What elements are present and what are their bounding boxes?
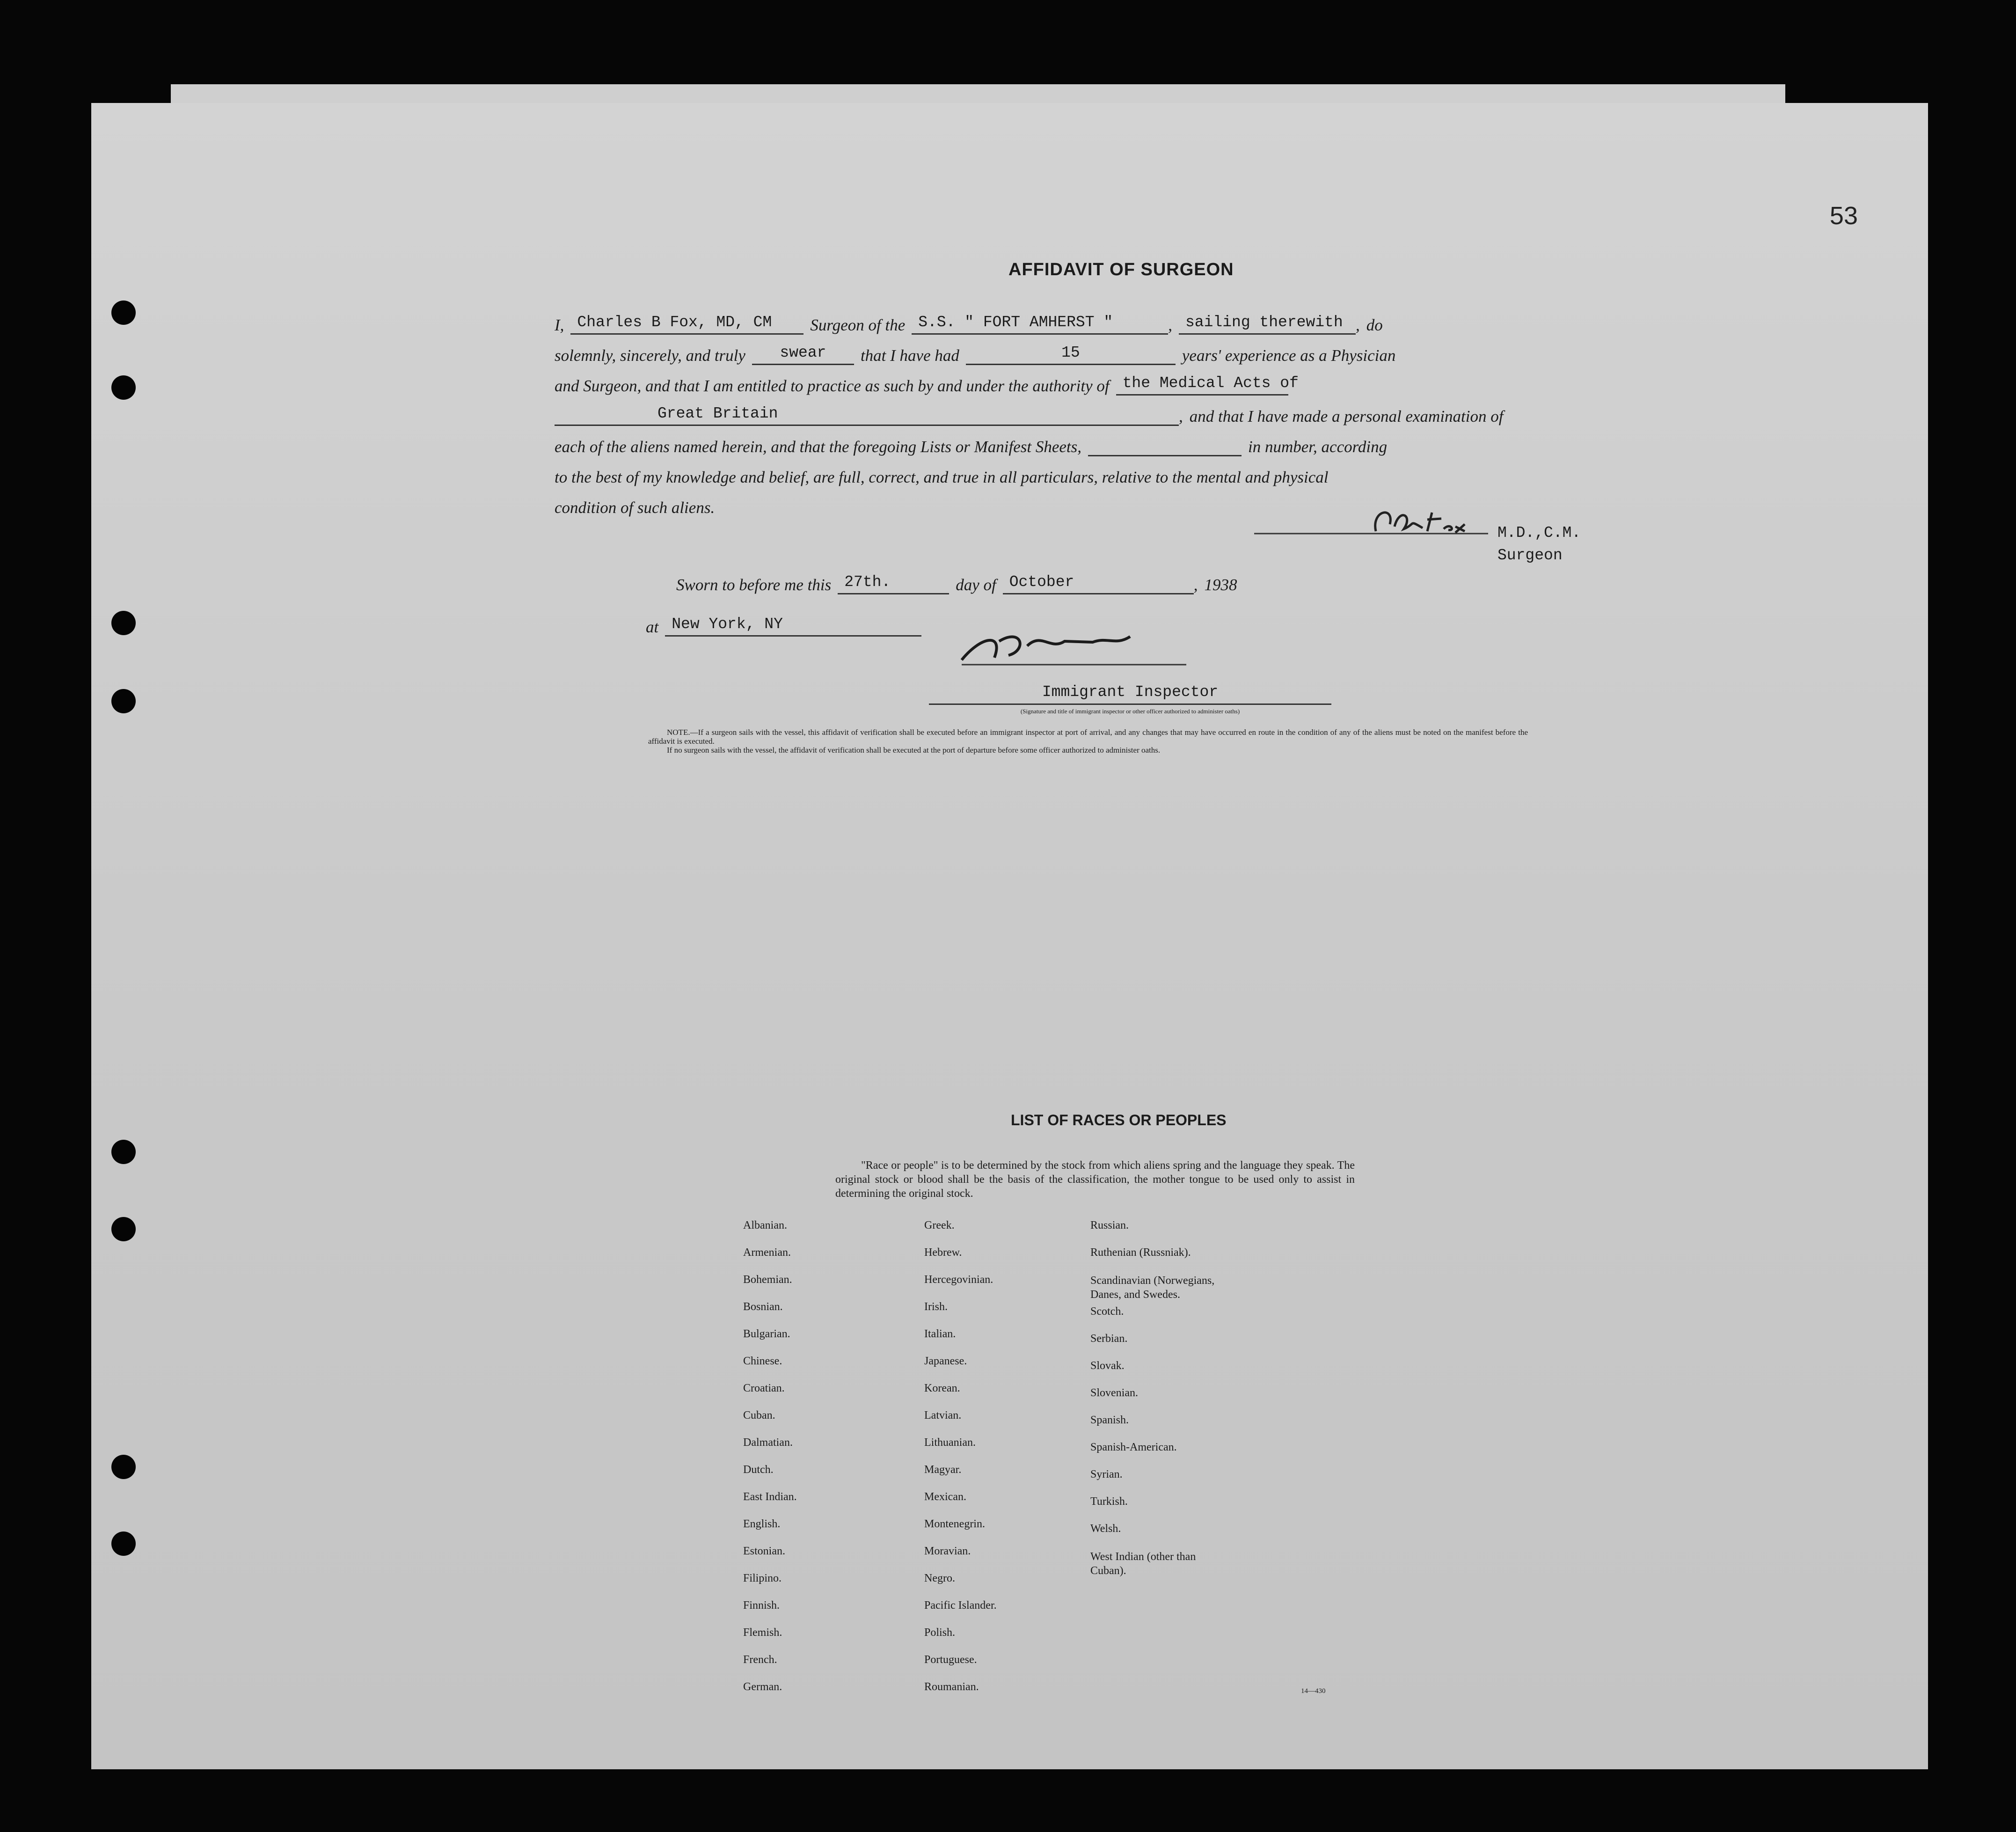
affidavit-title: AFFIDAVIT OF SURGEON — [1008, 260, 1234, 279]
sworn-day-field: 27th. — [838, 573, 949, 594]
text: in number, according — [1248, 438, 1388, 456]
oath-field: swear — [752, 344, 854, 365]
race-item: Scandinavian (Norwegians, Danes, and Swedes. — [1090, 1275, 1215, 1301]
sailing-status-field: sailing therewith — [1179, 314, 1356, 335]
race-item: Bosnian. — [743, 1301, 783, 1313]
text: do — [1366, 316, 1383, 334]
text: and that I have made a personal examination of — [1189, 407, 1504, 425]
inspector-signature — [952, 623, 1196, 676]
text: day of — [956, 576, 996, 594]
affidavit-line-1: I, Charles B Fox, MD, CM Surgeon of the S.S. " FORT AMHERST " , sailing therewith , do — [555, 314, 1383, 334]
race-item: Bohemian. — [743, 1274, 792, 1286]
affidavit-line-2 — [555, 335, 1561, 365]
authority-field-2: Great Britain — [555, 405, 1179, 426]
race-item: Slovak. — [1090, 1360, 1125, 1372]
punch-hole — [111, 300, 136, 325]
affidavit-line-6 — [555, 456, 1561, 487]
race-item: Scotch. — [1090, 1305, 1124, 1318]
text: Surgeon of the — [810, 316, 906, 334]
note-paragraph-1: NOTE.—If a surgeon sails with the vessel, this affidavit of verification shall be executed before an immigrant inspector at port of arrival, and any changes that may have occurred en route in the condition of any of the aliens must be noted on the manifest before the affidavit is executed. — [648, 728, 1528, 746]
race-item: Dutch. — [743, 1464, 774, 1476]
signature-line-icon — [1254, 506, 1488, 548]
races-intro: "Race or people" is to be determined by the stock from which aliens spring and the language they speak. The original stock or blood shall be the basis of the classification, the mother tongue to be used only to assist in determining the original stock. — [835, 1159, 1355, 1200]
race-item: Irish. — [924, 1301, 948, 1313]
race-item: Portuguese. — [924, 1654, 977, 1666]
race-item: French. — [743, 1654, 777, 1666]
text: at — [646, 618, 659, 636]
race-item: Cuban. — [743, 1409, 775, 1422]
race-item: Chinese. — [743, 1355, 782, 1367]
race-item: Bulgarian. — [743, 1328, 790, 1340]
text: each of the aliens named herein, and that the foregoing Lists or Manifest Sheets, — [555, 438, 1082, 456]
authority-field: the Medical Acts of — [1116, 374, 1288, 396]
race-item: Syrian. — [1090, 1468, 1123, 1480]
race-item: English. — [743, 1518, 781, 1530]
place-field: New York, NY — [665, 616, 921, 637]
sworn-month-field: October — [1003, 573, 1194, 594]
affidavit-line-3 — [555, 365, 1561, 396]
page-number: 53 — [1829, 202, 1858, 230]
race-item: Greek. — [924, 1219, 955, 1231]
sworn-line: Sworn to before me this 27th. day of October , 1938 — [676, 573, 1237, 594]
race-item: Welsh. — [1090, 1523, 1121, 1535]
race-item: Filipino. — [743, 1572, 782, 1584]
form-number: 14—430 — [1301, 1687, 1326, 1695]
place-line — [646, 606, 921, 637]
race-item: Slovenian. — [1090, 1387, 1138, 1399]
race-item: Armenian. — [743, 1246, 791, 1259]
surgeon-credentials — [1497, 522, 1581, 567]
affidavit-note — [648, 728, 1528, 755]
punch-hole — [111, 1217, 136, 1241]
text: to the best of my knowledge and belief, are full, correct, and true in all particulars, relative to the mental and physical — [555, 468, 1329, 486]
race-item: Serbian. — [1090, 1333, 1128, 1345]
vessel-name-field: S.S. " FORT AMHERST " — [912, 314, 1168, 335]
text: Sworn to before me this — [676, 576, 832, 594]
race-item: Estonian. — [743, 1545, 785, 1557]
race-item: Roumanian. — [924, 1681, 979, 1693]
inspector-title: Immigrant Inspector — [929, 683, 1331, 705]
punch-hole — [111, 611, 136, 635]
races-column-1 — [743, 1219, 797, 1708]
race-item: Negro. — [924, 1572, 955, 1584]
inspector-block — [929, 683, 1331, 715]
text: years' experience as a Physician — [1182, 346, 1396, 365]
signature-scribble-icon — [952, 623, 1196, 674]
punch-hole — [111, 1532, 136, 1556]
years-field: 15 — [966, 344, 1176, 365]
race-item: Spanish-American. — [1090, 1441, 1177, 1453]
race-item: Ruthenian (Russniak). — [1090, 1246, 1191, 1259]
affidavit-line-5 — [555, 426, 1561, 456]
note-paragraph-2: If no surgeon sails with the vessel, the affidavit of verification shall be executed at the port of departure before some officer authorized to administer oaths. — [667, 746, 1161, 755]
affidavit-line-4: Great Britain , and that I have made a personal examination of — [555, 396, 1561, 426]
race-item: German. — [743, 1681, 782, 1693]
race-item: East Indian. — [743, 1491, 797, 1503]
races-column-3 — [1090, 1219, 1214, 1582]
role: Surgeon — [1497, 547, 1563, 564]
punch-hole — [111, 689, 136, 713]
sworn-year: 1938 — [1204, 576, 1237, 594]
race-item: Dalmatian. — [743, 1436, 793, 1449]
race-item: Turkish. — [1090, 1495, 1128, 1508]
text: that I have had — [860, 346, 959, 365]
race-item: Croatian. — [743, 1382, 785, 1394]
race-item: Montenegrin. — [924, 1518, 985, 1530]
races-title: LIST OF RACES OR PEOPLES — [1011, 1112, 1227, 1129]
race-item: Latvian. — [924, 1409, 962, 1422]
text: solemnly, sincerely, and truly — [555, 346, 745, 365]
race-item: Lithuanian. — [924, 1436, 976, 1449]
affidavit-body — [555, 304, 1561, 517]
race-item: Finnish. — [743, 1599, 780, 1612]
text: and Surgeon, and that I am entitled to practice as such by and under the authority of — [555, 377, 1110, 395]
race-item: Japanese. — [924, 1355, 967, 1367]
text: condition of such aliens. — [555, 498, 715, 517]
race-item: Italian. — [924, 1328, 956, 1340]
race-item: Mexican. — [924, 1491, 966, 1503]
race-item: Hercegovinian. — [924, 1274, 993, 1286]
race-item: Korean. — [924, 1382, 960, 1394]
race-item: West Indian (other than Cuban). — [1090, 1551, 1196, 1577]
race-item: Hebrew. — [924, 1246, 962, 1259]
sheet-count-field — [1088, 435, 1242, 456]
race-item: Russian. — [1090, 1219, 1129, 1231]
race-item: Magyar. — [924, 1464, 962, 1476]
inspector-caption: (Signature and title of immigrant inspector or other officer authorized to administer oaths) — [1020, 708, 1240, 715]
manifest-page — [91, 103, 1928, 1769]
punch-hole — [111, 1140, 136, 1164]
surgeon-signature — [1254, 506, 1488, 550]
text: I, — [555, 316, 564, 334]
race-item: Flemish. — [743, 1627, 782, 1639]
race-item: Albanian. — [743, 1219, 787, 1231]
punch-hole — [111, 1455, 136, 1479]
degree: M.D.,C.M. — [1497, 524, 1581, 542]
race-item: Polish. — [924, 1627, 956, 1639]
surgeon-name-field: Charles B Fox, MD, CM — [570, 314, 803, 335]
race-item: Moravian. — [924, 1545, 971, 1557]
races-column-2 — [924, 1219, 997, 1708]
punch-hole — [111, 375, 136, 400]
race-item: Spanish. — [1090, 1414, 1129, 1426]
race-item: Pacific Islander. — [924, 1599, 997, 1612]
